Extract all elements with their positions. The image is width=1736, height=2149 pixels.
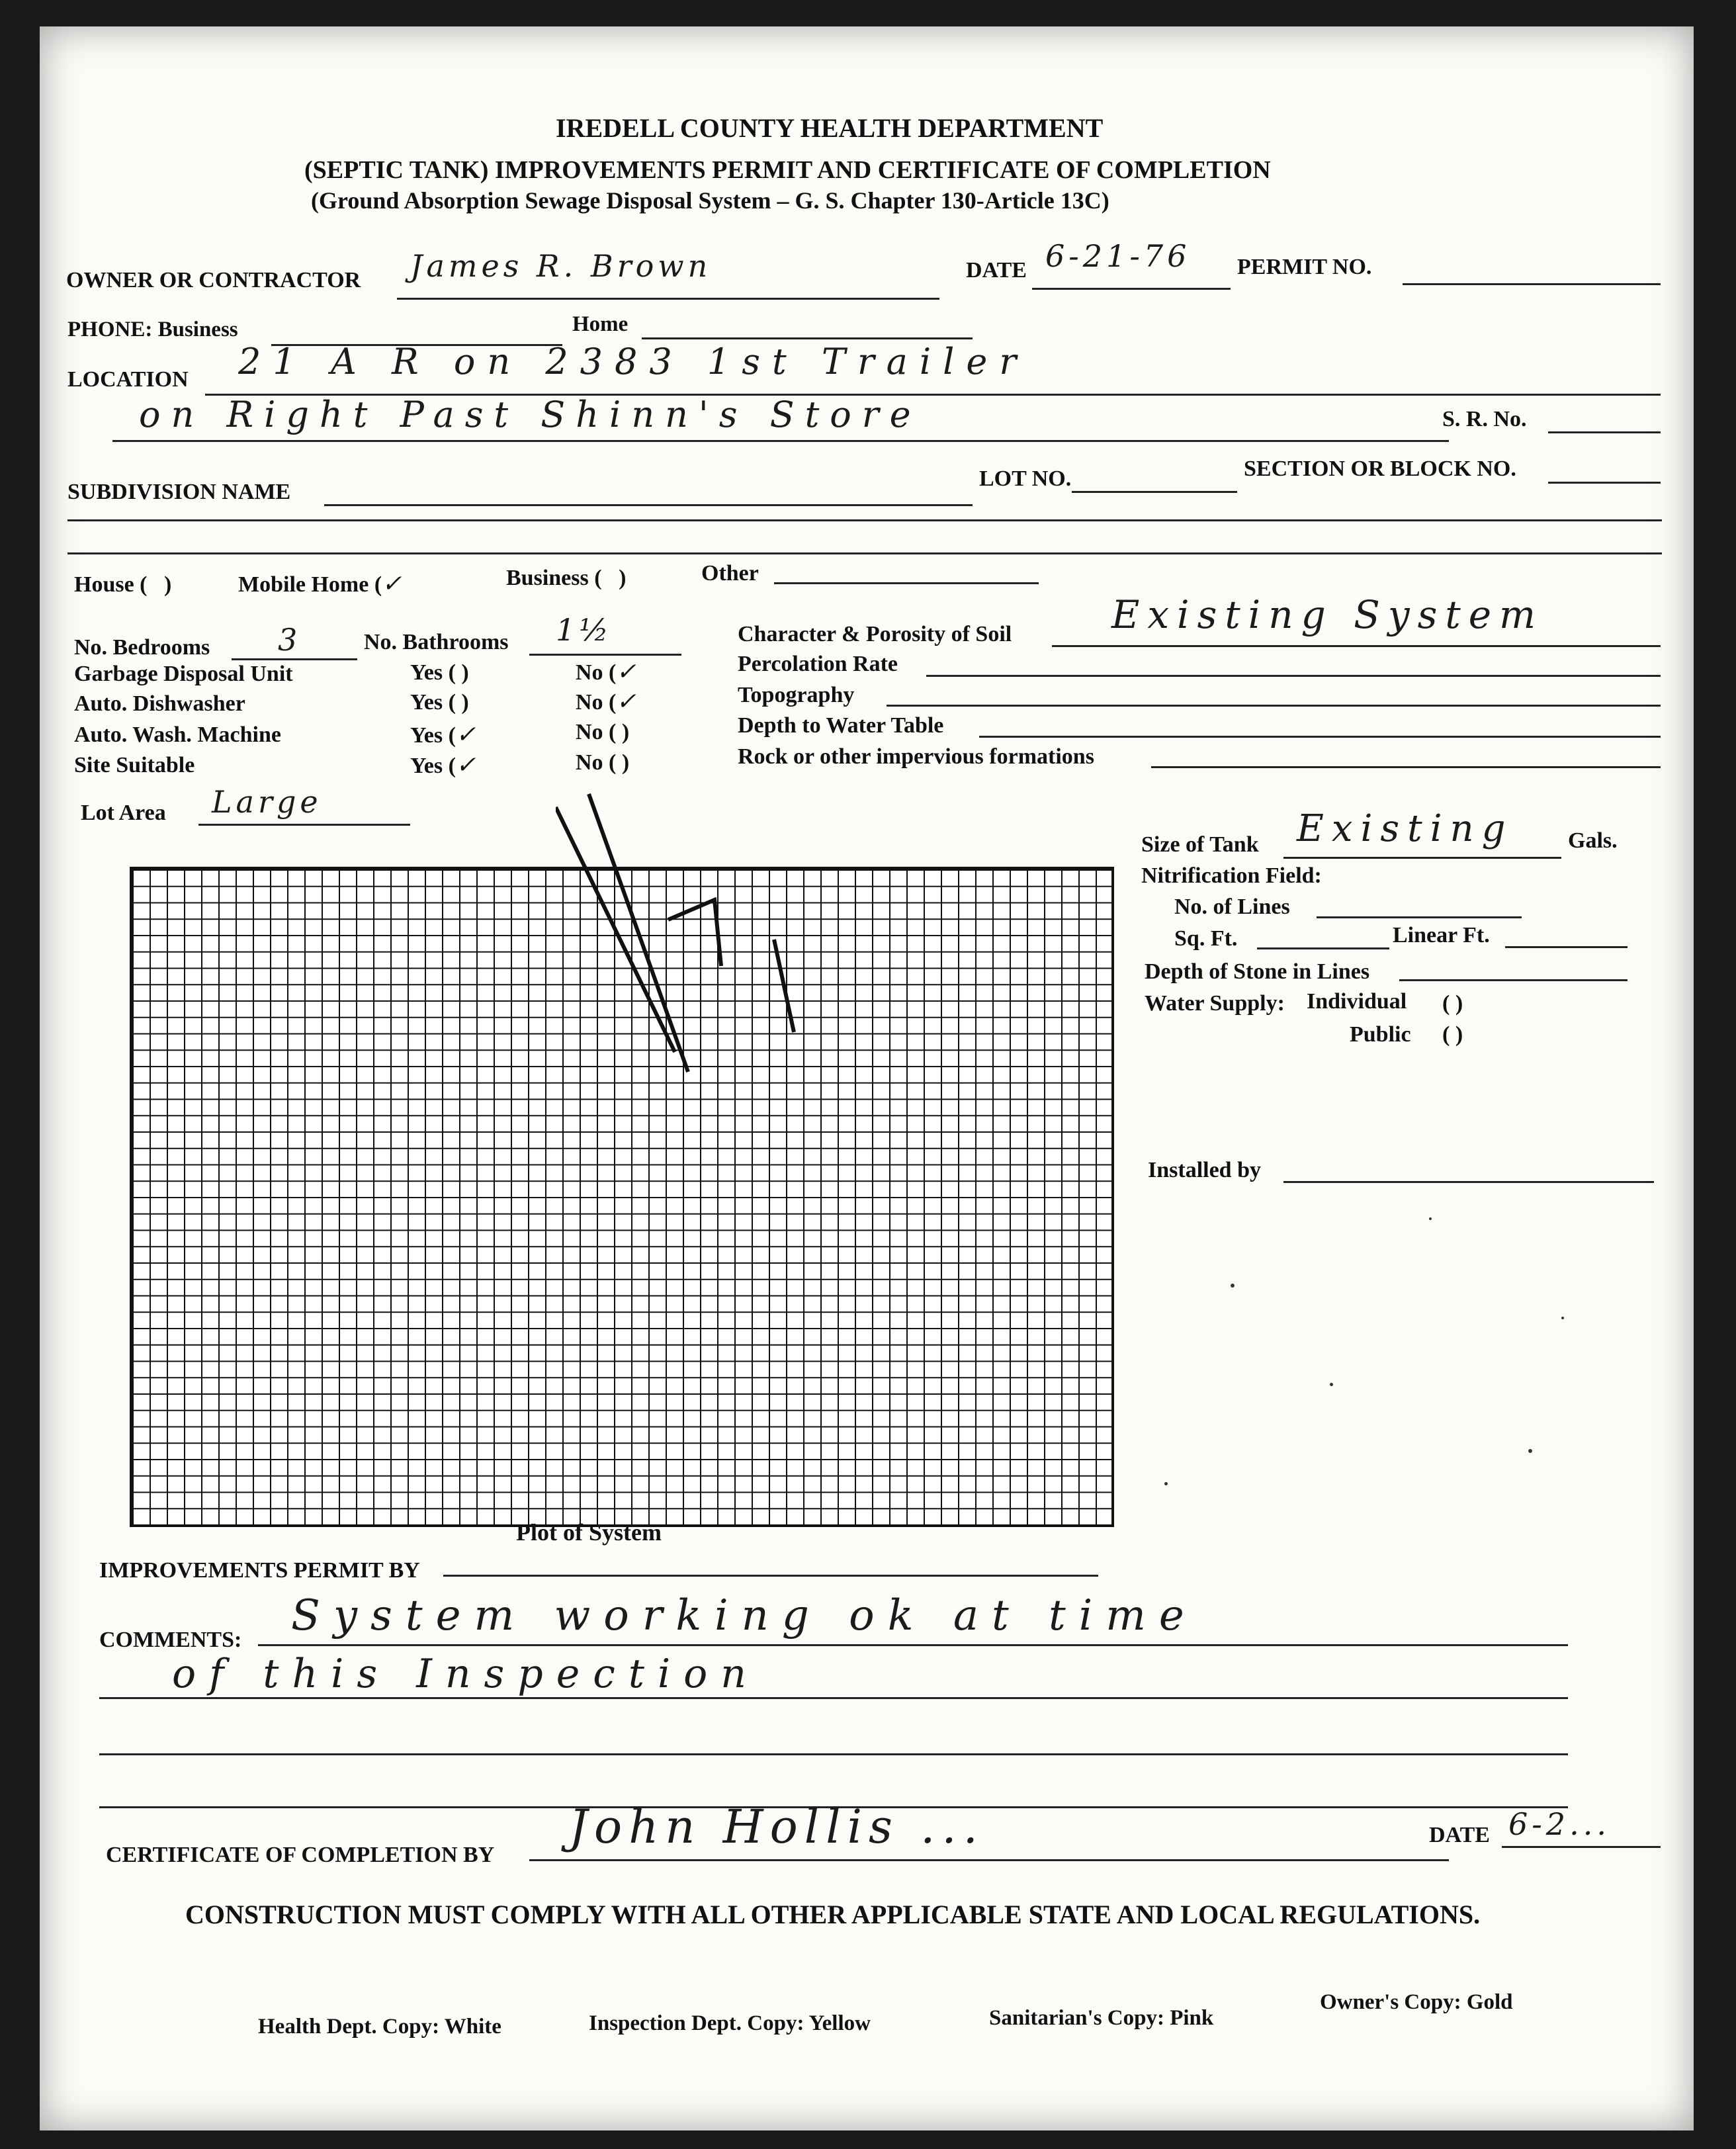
public-label: Public: [1350, 1022, 1411, 1047]
garbage-disposal-no: [576, 658, 636, 685]
location-line-2: [112, 440, 1449, 442]
copy-sanitarian: Sanitarian's Copy: Pink: [989, 2006, 1214, 2030]
linear-ft-label: Linear Ft.: [1393, 923, 1490, 947]
plot-sketch: [556, 768, 1151, 1363]
garbage-disposal-label: Garbage Disposal Unit: [74, 662, 293, 686]
soil-character-label: Character & Porosity of Soil: [738, 622, 1012, 646]
comments-line-2: [99, 1697, 1568, 1699]
soil-character-line: [1052, 645, 1661, 647]
certificate-line: [529, 1859, 1449, 1861]
garbage-disposal-yes: Yes ( ): [410, 660, 469, 685]
subdivision-label: SUBDIVISION NAME: [67, 480, 291, 504]
bathrooms-line: [529, 654, 681, 656]
comments-value-1: System working ok at time: [291, 1591, 1197, 1640]
bathrooms-value: 1½: [556, 612, 613, 648]
noise-speck: [1330, 1383, 1333, 1386]
phone-home-line: [642, 337, 973, 339]
gals-label: Gals.: [1568, 828, 1618, 853]
bedrooms-value: 3: [278, 622, 302, 658]
site-suitable-no: No ( ): [576, 750, 630, 775]
comments-label: COMMENTS:: [99, 1628, 242, 1652]
nitrification-label: Nitrification Field:: [1141, 863, 1322, 888]
bathrooms-label: No. Bathrooms: [364, 630, 509, 654]
lot-no-label: LOT NO.: [979, 466, 1072, 491]
lot-no-line: [1072, 491, 1237, 493]
wash-machine-yes-label: Yes (: [410, 723, 456, 748]
permit-no-label: PERMIT NO.: [1237, 255, 1372, 279]
permit-no-line: [1403, 283, 1661, 285]
garbage-disposal-no-label: No (: [576, 660, 617, 685]
house-close: ): [164, 572, 172, 597]
public-box: ( ): [1442, 1022, 1463, 1047]
dishwasher-no: [576, 688, 636, 715]
water-table-label: Depth to Water Table: [738, 713, 944, 738]
lines-line: [1317, 916, 1522, 918]
phone-home-label: Home: [572, 312, 629, 336]
tank-size-line: [1283, 857, 1561, 859]
copy-health-dept: Health Dept. Copy: White: [258, 2015, 501, 2039]
separator-2: [67, 552, 1662, 554]
water-table-line: [979, 736, 1661, 738]
agency-heading: IREDELL COUNTY HEALTH DEPARTMENT: [556, 113, 1104, 143]
regulations-notice: CONSTRUCTION MUST COMPLY WITH ALL OTHER APPLICABLE STATE AND LOCAL REGULATIONS.: [185, 1900, 1481, 1929]
percolation-line: [926, 675, 1661, 677]
sqft-label: Sq. Ft.: [1174, 926, 1238, 951]
certificate-label: CERTIFICATE OF COMPLETION BY: [106, 1843, 495, 1867]
stone-depth-line: [1399, 979, 1628, 981]
noise-speck: [1561, 1317, 1564, 1319]
certificate-signature: John Hollis ...: [569, 1800, 984, 1854]
soil-character-value: Existing System: [1111, 592, 1544, 637]
business-label: Business (: [506, 566, 602, 590]
plot-caption: Plot of System: [516, 1519, 662, 1546]
separator-1: [67, 519, 1662, 521]
rock-label: Rock or other impervious formations: [738, 744, 1094, 769]
comments-value-2: of this Inspection: [172, 1651, 760, 1697]
noise-speck: [1429, 1217, 1432, 1220]
date-line: [1032, 288, 1231, 290]
sqft-line: [1257, 947, 1389, 949]
date-value: 6-21-76: [1045, 238, 1191, 274]
improvements-permit-line: [443, 1575, 1098, 1577]
plot-sketch-lines: [556, 794, 794, 1072]
house-label: House (: [74, 572, 148, 597]
permit-form-page: [40, 26, 1694, 2130]
certificate-date-line: [1502, 1846, 1661, 1848]
other-line: [774, 582, 1039, 584]
topography-label: Topography: [738, 683, 855, 707]
stone-depth-label: Depth of Stone in Lines: [1145, 959, 1370, 984]
business-close: ): [619, 566, 627, 590]
site-suitable-label: Site Suitable: [74, 753, 195, 777]
lot-area-value: Large: [212, 784, 322, 820]
sr-no-label: S. R. No.: [1442, 407, 1527, 431]
noise-speck: [1164, 1482, 1168, 1485]
copy-inspection-dept: Inspection Dept. Copy: Yellow: [589, 2011, 871, 2035]
wash-machine-no: No ( ): [576, 720, 630, 744]
subdivision-line: [324, 504, 973, 506]
noise-speck: [1231, 1284, 1235, 1288]
copy-owner: Owner's Copy: Gold: [1320, 1990, 1513, 2014]
rock-line: [1151, 766, 1661, 768]
individual-label: Individual: [1307, 989, 1407, 1014]
form-subtitle: (Ground Absorption Sewage Disposal System – G. S. Chapter 130-Article 13C): [311, 187, 1109, 214]
owner-value: James R. Brown: [410, 248, 712, 284]
individual-box: ( ): [1442, 991, 1463, 1016]
improvements-permit-label: IMPROVEMENTS PERMIT BY: [99, 1558, 420, 1583]
topography-line: [887, 705, 1661, 707]
other-label: Other: [701, 561, 759, 586]
mobile-home-mark: ✓: [382, 570, 402, 597]
dishwasher-yes: Yes ( ): [410, 690, 469, 715]
tank-size-label: Size of Tank: [1141, 832, 1259, 857]
owner-label: OWNER OR CONTRACTOR: [66, 268, 361, 292]
form-title: (SEPTIC TANK) IMPROVEMENTS PERMIT AND CERTIFICATE OF COMPLETION: [304, 156, 1271, 184]
business-option: [506, 566, 626, 591]
dishwasher-no-mark: ✓: [616, 688, 636, 715]
certificate-date-label: DATE: [1429, 1823, 1490, 1847]
wash-machine-yes-mark: ✓: [455, 721, 476, 748]
date-label: DATE: [966, 258, 1027, 283]
percolation-label: Percolation Rate: [738, 652, 898, 676]
site-suitable-yes-label: Yes (: [410, 754, 456, 778]
wash-machine-yes: [410, 721, 476, 748]
linear-ft-line: [1505, 946, 1628, 948]
lines-label: No. of Lines: [1174, 895, 1290, 919]
site-suitable-yes-mark: ✓: [455, 752, 476, 779]
bedrooms-line: [232, 658, 357, 660]
house-option: [74, 572, 171, 597]
sr-no-line: [1548, 431, 1661, 433]
lot-area-label: Lot Area: [81, 801, 166, 825]
installed-by-label: Installed by: [1148, 1158, 1261, 1182]
noise-speck: [1528, 1449, 1532, 1453]
owner-line: [397, 298, 939, 300]
dishwasher-no-label: No (: [576, 690, 617, 715]
comments-line-1: [258, 1644, 1568, 1646]
mobile-home-option: [238, 570, 402, 597]
section-label: SECTION OR BLOCK NO.: [1244, 457, 1516, 481]
location-value-1: 21 A R on 2383 1st Trailer: [238, 341, 1029, 382]
lot-area-line: [198, 824, 410, 826]
tank-size-value: Existing: [1297, 807, 1514, 850]
location-value-2: on Right Past Shinn's Store: [139, 394, 922, 435]
phone-business-label: PHONE: Business: [67, 318, 238, 341]
wash-machine-label: Auto. Wash. Machine: [74, 723, 281, 747]
site-suitable-yes: [410, 752, 476, 779]
garbage-disposal-no-mark: ✓: [616, 658, 636, 685]
certificate-date-value: 6-2...: [1508, 1806, 1610, 1842]
installed-by-line: [1283, 1181, 1654, 1183]
mobile-home-label: Mobile Home (: [238, 572, 382, 597]
water-supply-label: Water Supply:: [1145, 991, 1285, 1016]
location-label: LOCATION: [67, 367, 189, 392]
comments-line-3: [99, 1753, 1568, 1755]
section-line: [1548, 482, 1661, 484]
bedrooms-label: No. Bedrooms: [74, 635, 210, 660]
dishwasher-label: Auto. Dishwasher: [74, 691, 245, 716]
